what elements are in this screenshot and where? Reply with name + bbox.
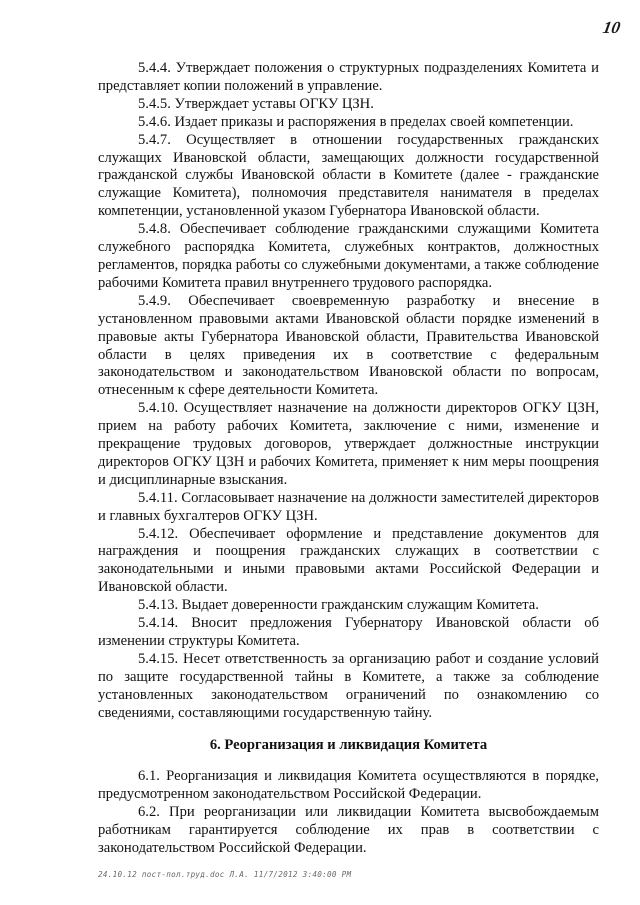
document-body <box>98 60 599 858</box>
paragraph-6-1: 6.1. Реорганизация и ликвидация Комитета осуществляются в порядке, предусмотренном законодательством Российской Федерации. <box>98 768 599 803</box>
paragraph-5-4-4: 5.4.4. Утверждает положения о структурных подразделениях Комитета и представляет копии положений в управление. <box>98 60 599 94</box>
section-heading: 6. Реорганизация и ликвидация Комитета <box>209 736 488 753</box>
paragraph-5-4-7: 5.4.7. Осуществляет в отношении государственных гражданских служащих Ивановской области, замещающих должности государственной гражданской службы Ивановской области в Комитете (далее - гражданские служащие Комитета), полномочия представителя нанимателя в пределах компетенции, установленной указом Губернатора Ивановской области. <box>98 131 599 220</box>
paragraph-5-4-11: 5.4.11. Согласовывает назначение на должности заместителей директоров и главных бухгалтеров ОГКУ ЦЗН. <box>98 489 599 524</box>
paragraph-5-4-6: 5.4.6. Издает приказы и распоряжения в пределах своей компетенции. <box>138 113 574 130</box>
paragraph-6-2: 6.2. При реорганизации или ликвидации Комитета высвобождаемым работникам гарантируется соблюдение их прав в соответствии с законодательством Российской Федерации. <box>98 804 599 857</box>
paragraph-5-4-14: 5.4.14. Вносит предложения Губернатору Ивановской области об изменении структуры Комитета. <box>98 615 599 649</box>
page-number: 10 <box>601 18 622 37</box>
paragraph-5-4-5: 5.4.5. Утверждает уставы ОГКУ ЦЗН. <box>138 95 374 112</box>
paragraph-5-4-10: 5.4.10. Осуществляет назначение на должности директоров ОГКУ ЦЗН, прием на работу рабочих Комитета, заключение с ними, изменение и прекращение трудовых договоров, утверждает должностные инструкции директоров ОГКУ ЦЗН и рабочих Комитета, применяет к ним меры поощрения и дисциплинарные взыскания. <box>98 400 599 488</box>
paragraph-5-4-8: 5.4.8. Обеспечивает соблюдение гражданскими служащими Комитета служебного распорядка Комитета, служебных контрактов, должностных регламентов, порядка работы со служебными документами, а также соблюдение рабочими Комитета правил внутреннего трудового распорядка. <box>98 221 599 291</box>
paragraph-5-4-13: 5.4.13. Выдает доверенности гражданским служащим Комитета. <box>138 597 539 614</box>
paragraph-5-4-9: 5.4.9. Обеспечивает своевременную разработку и внесение в установленном правовыми актами Ивановской области порядке изменений в правовые акты Губернатора Ивановской области, Правительства Ивановской области в целях приведения их в соответствие с федеральным законодательством и законодательством Ивановской области по вопросам, отнесенным к сфере деятельности Комитета. <box>98 292 599 399</box>
file-footer: 24.10.12 пост-пол.труд.doc Л.А. 11/7/2012 3:40:00 PM <box>98 870 352 879</box>
paragraph-5-4-15: 5.4.15. Несет ответственность за организацию работ и создание условий по защите государственной тайны в Комитете, а также за соблюдение установленных законодательством ограничений по ознакомлению со сведениями, составляющими государственную тайну. <box>98 650 599 721</box>
paragraph-5-4-12: 5.4.12. Обеспечивает оформление и представление документов для награждения и поощрения гражданских служащих в соответствии с законодательными и иными правовыми актами Российской Федерации и Ивановской области. <box>98 525 599 596</box>
